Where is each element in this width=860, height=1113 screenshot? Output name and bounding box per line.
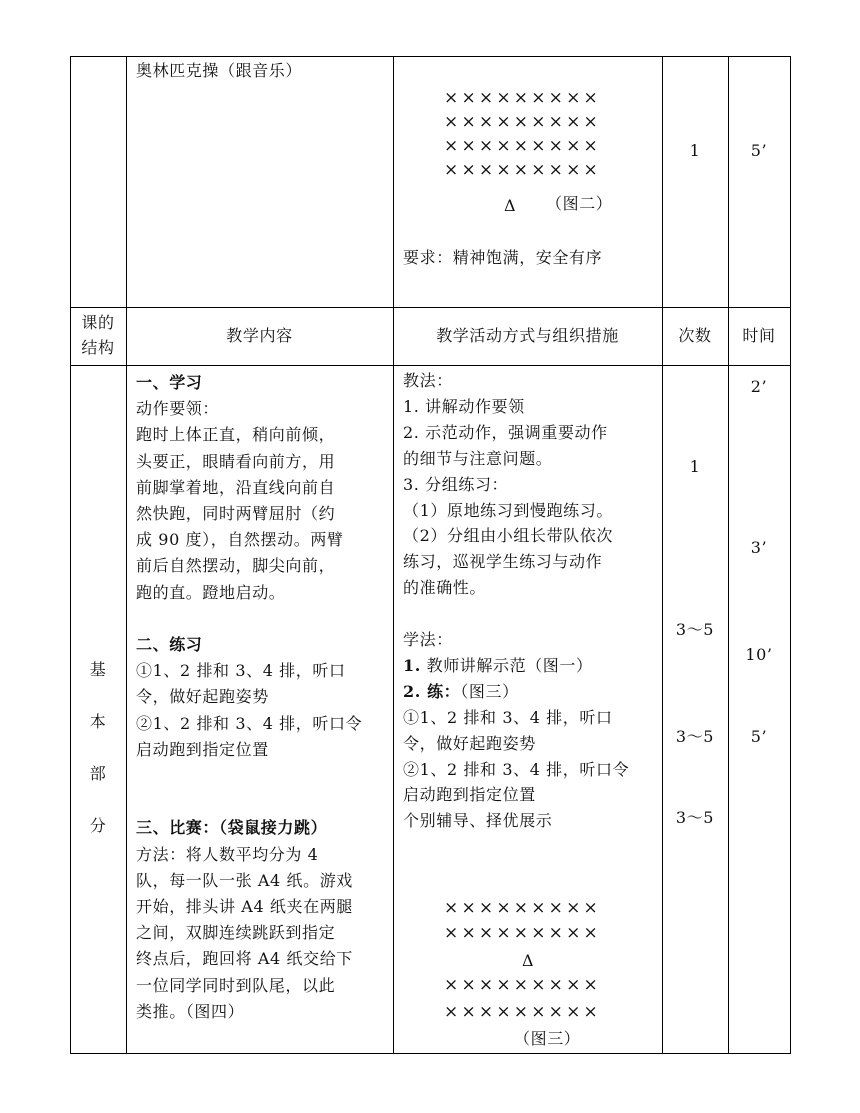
activity-line: ②1、2 排和 3、4 排，听口令 <box>403 759 630 779</box>
header-structure: 课的 <box>81 313 115 332</box>
section-label-char: 部 <box>89 764 107 783</box>
duration-value: 5’ <box>750 727 768 746</box>
table-divider <box>70 365 791 366</box>
content-line: 然快跑，同时两臂屈肘（约 <box>136 504 336 523</box>
teacher-marker: Δ <box>522 951 535 970</box>
duration-value: 10’ <box>745 645 773 664</box>
formation-row: ××××××××× <box>444 1002 601 1022</box>
table-border-bottom <box>70 1053 791 1054</box>
activity-line: 令，做好起跑姿势 <box>403 733 536 753</box>
content-line: ②1、2 排和 3、4 排，听口令 <box>136 713 363 733</box>
section-label-char: 基 <box>89 660 107 679</box>
activity-line: 1. 教师讲解示范（图一） <box>403 655 593 675</box>
table-divider <box>662 56 663 1054</box>
content-line: 二、练习 <box>136 635 203 654</box>
formation-row: ××××××××× <box>444 975 601 995</box>
figure-label: （图三） <box>514 1029 581 1048</box>
activity-line: ①1、2 排和 3、4 排，听口 <box>403 707 613 727</box>
duration-value: 3’ <box>750 538 768 557</box>
teacher-marker: Δ <box>504 196 517 215</box>
header-content: 教学内容 <box>226 326 293 345</box>
content-line: 头要正，眼睛看向前方，用 <box>136 451 336 471</box>
table-divider <box>70 307 791 308</box>
activity-line: 学法： <box>403 630 453 649</box>
times-value: 1 <box>689 141 701 160</box>
activity-line: 的细节与注意问题。 <box>403 448 553 468</box>
formation-row: ××××××××× <box>444 898 601 918</box>
content-line: 前脚掌着地，沿直线向前自 <box>136 477 336 497</box>
formation-row: ××××××××× <box>444 88 601 108</box>
duration-value: 5’ <box>750 141 768 160</box>
header-times: 次数 <box>678 326 712 345</box>
duration-value: 2’ <box>750 377 768 396</box>
activity-line: （2）分组由小组长带队依次 <box>403 526 613 546</box>
activity-line: 2. 练：（图三） <box>403 681 519 701</box>
content-line: 跑时上体正直，稍向前倾， <box>136 425 336 445</box>
content-line: 类推。（图四） <box>136 1001 245 1021</box>
content-line: 终点后，跑回将 A4 纸交给下 <box>136 949 353 969</box>
content-line: 开始，排头讲 A4 纸夹在两腿 <box>136 897 353 916</box>
times-value: 3～5 <box>675 808 715 827</box>
table-border-top <box>70 56 791 57</box>
times-value: 1 <box>689 457 701 476</box>
content-line: 启动跑到指定位置 <box>136 739 269 759</box>
table-border-right <box>790 56 791 1054</box>
activity-line: 练习，巡视学生练习与动作 <box>403 552 603 572</box>
content-line: ①1、2 排和 3、4 排，听口 <box>136 661 346 681</box>
content-line: 一、学习 <box>136 373 203 392</box>
formation-row: ××××××××× <box>444 112 601 132</box>
content-line: 跑的直。蹬地启动。 <box>136 582 286 602</box>
content-line: 队，每一队一张 A4 纸。游戏 <box>136 870 353 890</box>
content-line: 前后自然摆动，脚尖向前， <box>136 556 336 576</box>
content-line: 成 90 度），自然摆动。两臂 <box>136 530 344 550</box>
activity-line: 2. 示范动作，强调重要动作 <box>403 422 608 442</box>
header-duration: 时间 <box>742 326 776 345</box>
activity-line: 个别辅导、择优展示 <box>403 811 553 831</box>
table-divider <box>126 56 127 1054</box>
activity-line: 1. 讲解动作要领 <box>403 396 525 416</box>
content-line: 三、比赛：（袋鼠接力跳） <box>136 818 328 838</box>
requirement-text: 要求：精神饱满，安全有序 <box>403 248 603 267</box>
formation-row: ××××××××× <box>444 923 601 943</box>
times-value: 3～5 <box>675 727 715 746</box>
times-value: 3～5 <box>675 620 715 639</box>
table-border-left <box>70 56 71 1054</box>
activity-line: 3. 分组练习： <box>403 474 509 494</box>
content-text: 奥林匹克操（跟音乐） <box>136 61 303 80</box>
section-label-char: 本 <box>89 712 107 731</box>
activity-line: （1）原地练习到慢跑练习。 <box>403 500 613 520</box>
formation-row: ××××××××× <box>444 136 601 156</box>
table-divider <box>393 56 394 1054</box>
activity-line: 启动跑到指定位置 <box>403 785 536 805</box>
activity-line: 教法： <box>403 371 453 390</box>
header-structure: 结构 <box>81 338 115 357</box>
content-line: 动作要领： <box>136 399 220 419</box>
header-activity: 教学活动方式与组织措施 <box>436 326 619 345</box>
content-line: 一位同学同时到队尾，以此 <box>136 975 336 995</box>
lesson-plan-table <box>70 56 791 1054</box>
content-line: 令，做好起跑姿势 <box>136 687 269 707</box>
content-line: 方法：将人数平均分为 4 <box>136 844 319 864</box>
figure-label: （图二） <box>546 194 613 213</box>
content-line: 之间，双脚连续跳跃到指定 <box>136 923 336 943</box>
section-label-char: 分 <box>89 816 107 835</box>
formation-row: ××××××××× <box>444 160 601 180</box>
activity-line: 的准确性。 <box>403 578 487 598</box>
